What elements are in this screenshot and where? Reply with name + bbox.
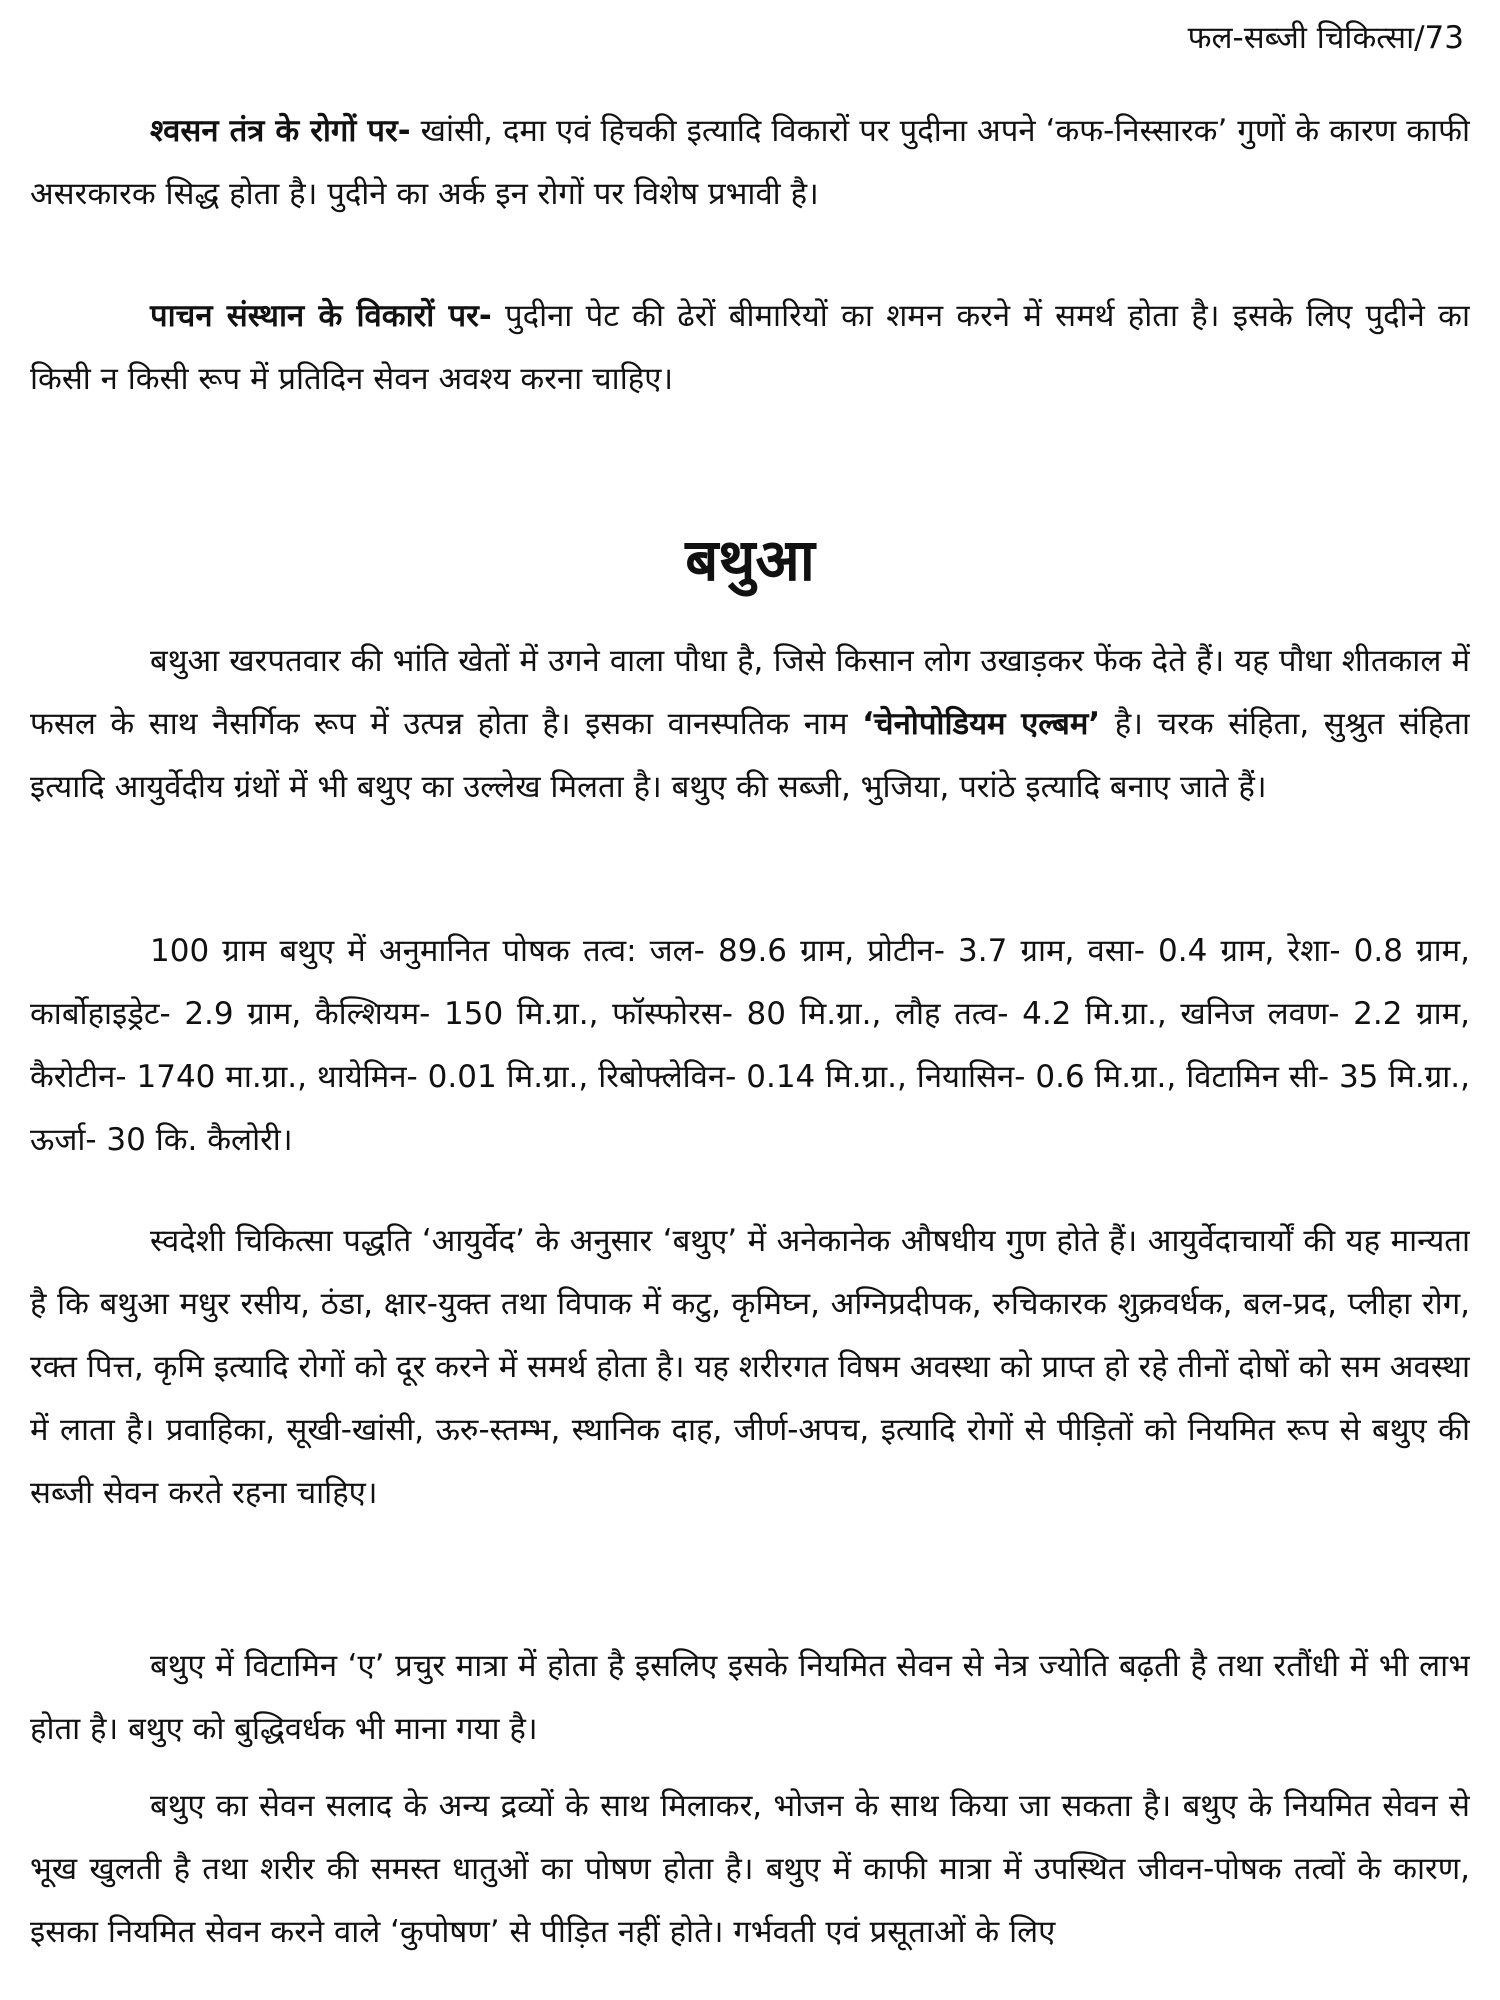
paragraph-digestive: [30, 285, 1470, 411]
paragraph-body: खांसी, दमा एवं हिचकी इत्यादि विकारों पर पुदीना अपने ‘कफ-निस्सारक’ गुणों के कारण काफी असरकारक सिद्ध होता है। पुदीने का अर्क इन रोगों पर विशेष प्रभावी है।: [30, 113, 1470, 212]
paragraph-nutrition: 100 ग्राम बथुए में अनुमानित पोषक तत्व: जल- 89.6 ग्राम, प्रोटीन- 3.7 ग्राम, वसा- 0.4 ग्राम, रेशा- 0.8 ग्राम, कार्बोहाइड्रेट- 2.9 ग्राम, कैल्शियम- 150 मि.ग्रा., फॉस्फोरस- 80 मि.ग्रा., लौह तत्व- 4.2 मि.ग्रा., खनिज लवण- 2.2 ग्राम, कैरोटीन- 1740 मा.ग्रा., थायेमिन- 0.01 मि.ग्रा., रिबोफ्लेविन- 0.14 मि.ग्रा., नियासिन- 0.6 मि.ग्रा., विटामिन सी- 35 मि.ग्रा., ऊर्जा- 30 कि. कैलोरी।: [30, 933, 1470, 1158]
paragraph-salad: बथुए का सेवन सलाद के अन्य द्रव्यों के साथ मिलाकर, भोजन के साथ किया जा सकता है। बथुए के नियमित सेवन से भूख खुलती है तथा शरीर की समस्त धातुओं का पोषण होता है। बथुए में काफी मात्रा में उपस्थित जीवन-पोषक तत्वों के कारण, इसका नियमित सेवन करने वाले ‘कुपोषण’ से पीड़ित नहीं होते। गर्भवती एवं प्रसूताओं के लिए: [30, 1788, 1470, 1950]
paragraph-vitamin-a: बथुए में विटामिन ‘ए’ प्रचुर मात्रा में होता है इसलिए इसके नियमित सेवन से नेत्र ज्योति बढ़ती है तथा रतौंधी में भी लाभ होता है। बथुए को बुद्धिवर्धक भी माना गया है।: [30, 1648, 1470, 1747]
botanical-name: ‘चेनोपोडियम एल्बम’: [862, 706, 1101, 742]
paragraph-intro: [30, 630, 1470, 819]
section-title: बथुआ: [685, 526, 815, 594]
paragraph-ayurveda: स्वदेशी चिकित्सा पद्धति ‘आयुर्वेद’ के अनुसार ‘बथुए’ में अनेकानेक औषधीय गुण होते हैं। आयुर्वेदाचार्यों की यह मान्यता है कि बथुआ मधुर रसीय, ठंडा, क्षार-युक्त तथा विपाक में कटु, कृमिघ्न, अग्निप्रदीपक, रुचिकारक शुक्रवर्धक, बल-प्रद, प्लीहा रोग, रक्त पित्त, कृमि इत्यादि रोगों को दूर करने में समर्थ होता है। यह शरीरगत विषम अवस्था को प्राप्त हो रहे तीनों दोषों को सम अवस्था में लाता है। प्रवाहिका, सूखी-खांसी, ऊरु-स्तम्भ, स्थानिक दाह, जीर्ण-अपच, इत्यादि रोगों से पीड़ितों को नियमित रूप से बथुए की सब्जी सेवन करते रहना चाहिए।: [30, 1223, 1470, 1511]
intro-text-continued: है। चरक संहिता, सुश्रुत संहिता इत्यादि आयुर्वेदीय ग्रंथों में भी बथुए का उल्लेख मिलता है। बथुए की सब्जी, भुजिया, परांठे इत्यादि बनाए जाते हैं।: [30, 706, 1470, 805]
paragraph-lead: श्वसन तंत्र के रोगों पर-: [150, 113, 411, 149]
paragraph-respiratory: [30, 100, 1470, 226]
running-header: फल-सब्जी चिकित्सा/73: [1187, 20, 1464, 56]
paragraph-lead: पाचन संस्थान के विकारों पर-: [150, 298, 492, 334]
intro-text: बथुआ खरपतवार की भांति खेतों में उगने वाला पौधा है, जिसे किसान लोग उखाड़कर फेंक देते हैं। यह पौधा शीतकाल में फसल के साथ नैसर्गिक रूप में उत्पन्न होता है। इसका वानस्पतिक नाम: [30, 643, 1470, 742]
paragraph-body: पुदीना पेट की ढेरों बीमारियों का शमन करने में समर्थ होता है। इसके लिए पुदीने का किसी न किसी रूप में प्रतिदिन सेवन अवश्य करना चाहिए।: [30, 298, 1470, 397]
book-page: [30, 0, 1470, 2000]
